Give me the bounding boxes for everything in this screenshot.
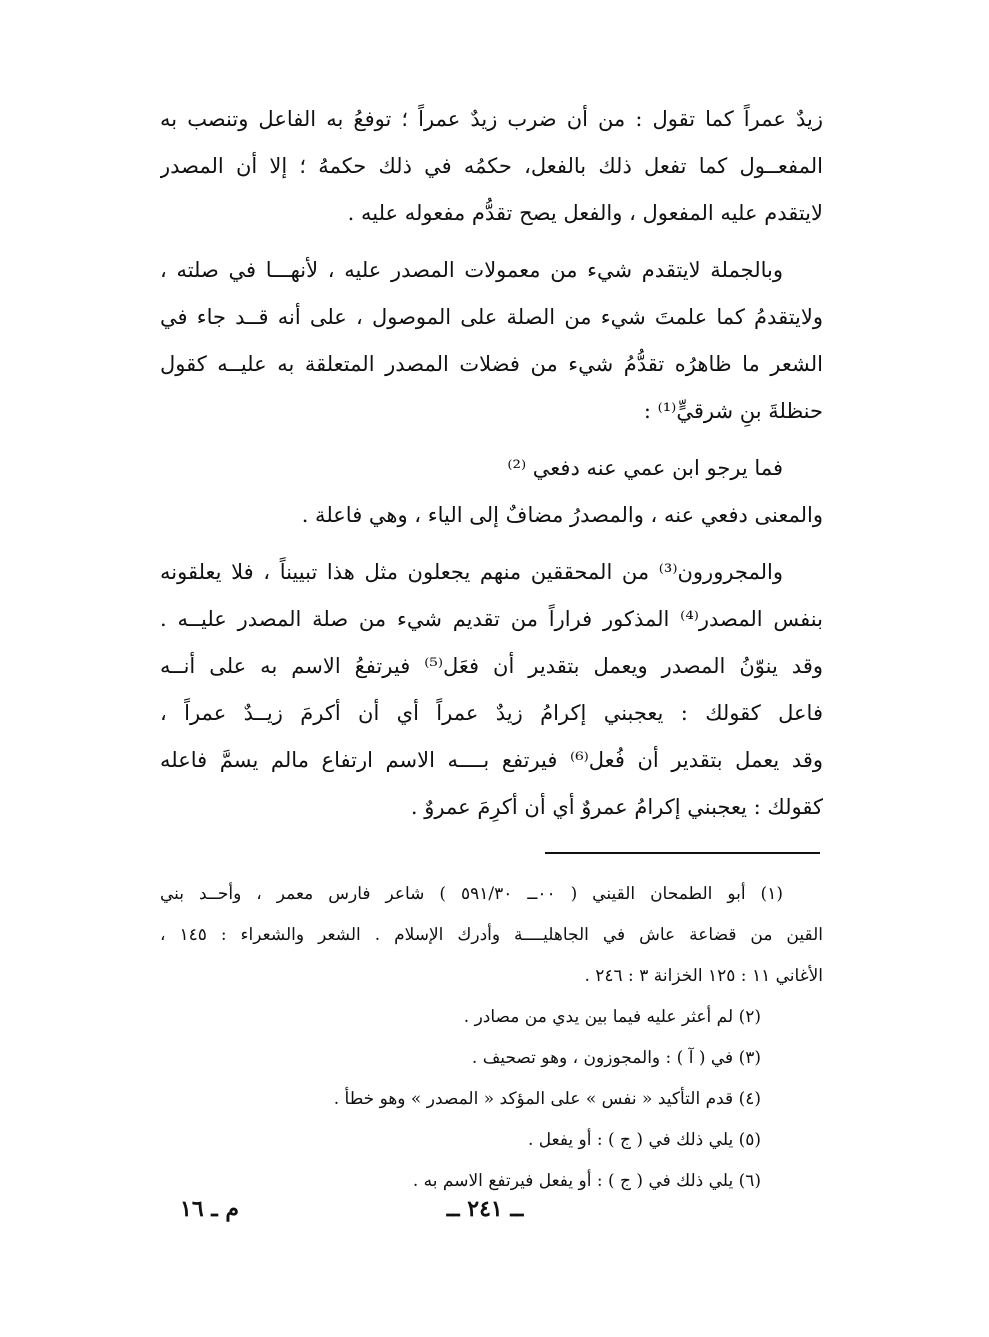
footnote-1-cont: الأغاني ١١ : ١٢٥ الخزانة ٣ : ٢٤٦ . [584,966,823,986]
main-text [160,96,823,831]
footnote-divider [545,852,820,854]
page-footer [0,1196,989,1236]
text-line: وقد يعمل بتقدير أن فُعل⁽⁶⁾ فيرتفع بــــه الاسم ارتفاع مالم يسمَّ فاعله [160,748,823,772]
paragraph-2 [160,247,823,435]
footnote-6: (٦) يلي ذلك في ( ج ) : أو يفعل فيرتفع الاسم به . [412,1171,761,1191]
text-line: بنفس المصدر⁽⁴⁾ المذكور فراراً من تقديم شيء من صلة المصدر عليــه . [160,607,823,631]
text-line: المفعــول كما تفعل ذلك بالفعل، حكمُه في ذلك حكمهُ ؛ إلا أن المصدر [160,154,823,178]
footnotes [160,874,823,1202]
text-line: الشعر ما ظاهرُه تقدُّمُ شيء من فضلات المصدر المتعلقة به عليــه كقول [160,352,823,376]
footnote-4: (٤) قدم التأكيد « نفس » على المؤكد « المصدر » وهو خطأ . [333,1089,761,1109]
text-line: فاعل كقولك : يعجبني إكرامُ زيدٌ عمراً أي أن أكرمَ زيــدٌ عمراً ، [160,701,823,725]
text-line: وبالجملة لايتقدم شيء من معمولات المصدر عليه ، لأنهـــا في صلته ، [160,258,783,282]
text-line: حنظلةَ بنِ شرقيٍّ⁽¹⁾ : [643,399,823,423]
footnote-1: (١) أبو الطمحان القيني ( ٠٠ــ ٥٩١/٣٠ ) شاعر فارس معمر ، وأحــد بني [160,884,783,904]
footnote-2: (٢) لم أعثر عليه فيما بين يدي من مصادر . [463,1007,761,1027]
paragraph-3: والمعنى دفعي عنه ، والمصدرُ مضافٌ إلى الياء ، وهي فاعلة . [301,503,823,527]
text-line: وقد ينوّنُ المصدر ويعمل بتقدير أن فعَل⁽⁵⁾ فيرتفعُ الاسم به على أنــه [160,654,823,678]
text-line: والمجرورون⁽³⁾ من المحققين منهم يجعلون مثل هذا تبييناً ، فلا يعلقونه [160,560,783,584]
poetry-verse: فما يرجو ابن عمي عنه دفعي ⁽²⁾ [507,456,783,480]
text-line: كقولك : يعجبني إكرامُ عمروٌ أي أن أكرِمَ عمروٌ . [410,795,823,819]
signature-mark: م ـ ١٦ [180,1196,240,1222]
text-line: لايتقدم عليه المفعول ، والفعل يصح تقدُّم مفعوله عليه . [347,201,823,225]
text-line: زيدٌ عمراً كما تقول : من أن ضرب زيدٌ عمراً ؛ توفعُ به الفاعل وتنصب به [160,107,823,131]
paragraph-1 [160,96,823,237]
paragraph-4 [160,549,823,831]
footnote-1-cont: القين من قضاعة عاش في الجاهليــــة وأدرك الإسلام . الشعر والشعراء : ١٤٥ ، [160,925,823,945]
text-line: ولايتقدمُ كما علمتَ شيء من الصلة على الموصول ، على أنه قــد جاء في [160,305,823,329]
footnote-5: (٥) يلي ذلك في ( ج ) : أو يفعل . [527,1130,761,1150]
page-number: ــ ٢٤١ ــ [446,1196,524,1222]
footnote-3: (٣) في ( آ ) : والمجوزون ، وهو تصحيف . [471,1048,761,1068]
